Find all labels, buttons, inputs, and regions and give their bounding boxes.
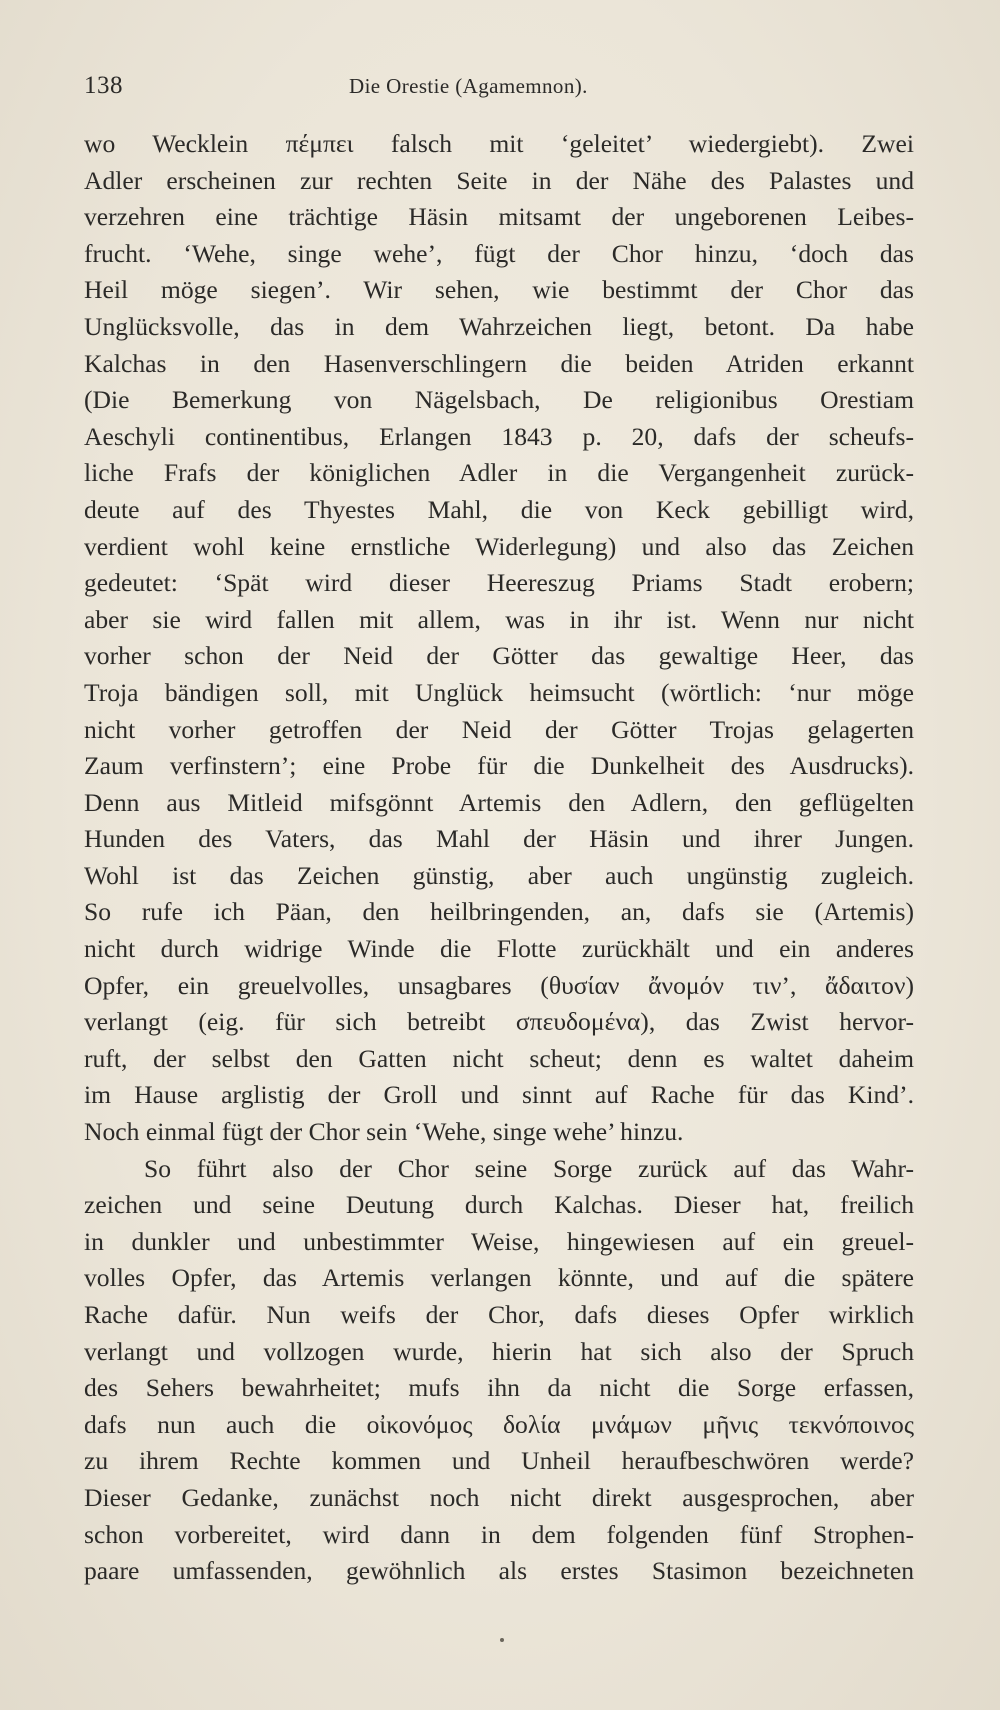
text-line: Heil möge siegen’. Wir sehen, wie bestimmt der Chor das xyxy=(84,275,914,305)
text-line: im Hause arglistig der Groll und sinnt auf Rache für das Kind’. xyxy=(84,1080,914,1110)
text-line: deute auf des Thyestes Mahl, die von Keck gebilligt wird, xyxy=(84,494,914,524)
text-line: schon vorbereitet, wird dann in dem folgenden fünf Strophen- xyxy=(84,1519,914,1549)
text-line: Adler erscheinen zur rechten Seite in der Nähe des Palastes und xyxy=(84,165,914,195)
text-line: So führt also der Chor seine Sorge zurück auf das Wahr- xyxy=(144,1153,914,1183)
text-line: Noch einmal fügt der Chor sein ‘Wehe, singe wehe’ hinzu. xyxy=(84,1117,684,1147)
text-line: Zaum verfinstern’; eine Probe für die Dunkelheit des Ausdrucks). xyxy=(84,751,914,781)
text-line: Rache dafür. Nun weifs der Chor, dafs dieses Opfer wirklich xyxy=(84,1300,914,1329)
text-line: dafs nun auch die οἰκονόμος δολία μνάμων μῆνις τεκνόποινος xyxy=(84,1409,914,1439)
text-line: verlangt (eig. für sich betreibt σπευδομένα), das Zwist hervor- xyxy=(84,1007,914,1037)
text-line: verdient wohl keine ernstliche Widerlegung) und also das Zeichen xyxy=(84,531,914,561)
text-line: des Sehers bewahrheitet; mufs ihn da nicht die Sorge erfassen, xyxy=(84,1373,914,1403)
text-line: Unglücksvolle, das in dem Wahrzeichen liegt, betont. Da habe xyxy=(84,311,914,341)
text-line: volles Opfer, das Artemis verlangen könnte, und auf die spätere xyxy=(84,1263,914,1293)
text-line: zu ihrem Rechte kommen und Unheil heraufbeschwören werde? xyxy=(84,1446,914,1476)
text-line: So rufe ich Päan, den heilbringenden, an, dafs sie (Artemis) xyxy=(84,897,914,927)
text-line: frucht. ‘Wehe, singe wehe’, fügt der Chor hinzu, ‘doch das xyxy=(84,238,914,268)
ink-speck xyxy=(500,1638,504,1642)
page-number: 138 xyxy=(84,72,123,99)
body-text xyxy=(84,126,914,1590)
text-line: zeichen und seine Deutung durch Kalchas. Dieser hat, freilich xyxy=(84,1190,914,1220)
text-line: aber sie wird fallen mit allem, was in ihr ist. Wenn nur nicht xyxy=(84,604,914,634)
text-line: Hunden des Vaters, das Mahl der Häsin und ihrer Jungen. xyxy=(84,824,914,854)
text-line: verlangt und vollzogen wurde, hierin hat sich also der Spruch xyxy=(84,1336,914,1366)
running-head xyxy=(84,72,914,112)
text-line: Aeschyli continentibus, Erlangen 1843 p. 20, dafs der scheufs- xyxy=(84,421,914,451)
text-line: (Die Bemerkung von Nägelsbach, De religionibus Orestiam xyxy=(84,385,914,415)
text-line: nicht durch widrige Winde die Flotte zurückhält und ein anderes xyxy=(84,934,914,964)
text-line: in dunkler und unbestimmter Weise, hingewiesen auf ein greuel- xyxy=(84,1226,914,1256)
text-line: nicht vorher getroffen der Neid der Götter Trojas gelagerten xyxy=(84,714,914,744)
text-line: verzehren eine trächtige Häsin mitsamt der ungeborenen Leibes- xyxy=(84,202,914,232)
text-line: gedeutet: ‘Spät wird dieser Heereszug Priams Stadt erobern; xyxy=(84,568,914,598)
text-line: Wohl ist das Zeichen günstig, aber auch ungünstig zugleich. xyxy=(84,860,914,890)
text-line: Dieser Gedanke, zunächst noch nicht direkt ausgesprochen, aber xyxy=(84,1482,914,1512)
text-line: ruft, der selbst den Gatten nicht scheut; denn es waltet daheim xyxy=(84,1043,914,1073)
running-title: Die Orestie (Agamemnon). xyxy=(349,74,588,98)
text-line: wo Wecklein πέμπει falsch mit ‘geleitet’ wiedergiebt). Zwei xyxy=(84,129,914,158)
text-line: Opfer, ein greuelvolles, unsagbares (θυσίαν ἄνομόν τιν’, ἄδαιτον) xyxy=(84,970,914,1000)
text-line: Denn aus Mitleid mifsgönnt Artemis den Adlern, den geflügelten xyxy=(84,787,914,817)
text-line: Kalchas in den Hasenverschlingern die beiden Atriden erkannt xyxy=(84,348,914,378)
text-line: liche Frafs der königlichen Adler in die Vergangenheit zurück- xyxy=(84,458,914,488)
text-line: vorher schon der Neid der Götter das gewaltige Heer, das xyxy=(84,641,914,671)
text-line: Troja bändigen soll, mit Unglück heimsucht (wörtlich: ‘nur möge xyxy=(84,677,914,707)
text-line: paare umfassenden, gewöhnlich als erstes Stasimon bezeichneten xyxy=(84,1556,914,1586)
